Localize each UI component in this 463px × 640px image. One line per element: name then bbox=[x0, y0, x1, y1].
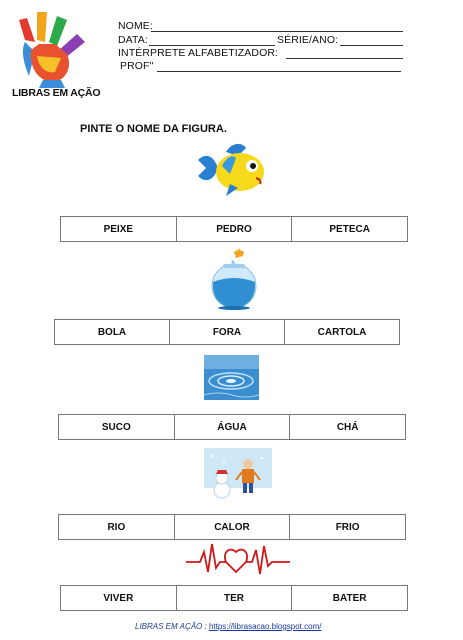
logo-text: LIBRAS EM AÇÃO bbox=[12, 87, 101, 99]
data-field[interactable] bbox=[149, 45, 275, 46]
serie-label: SÉRIE/ANO: bbox=[277, 34, 339, 46]
prof-label: PROF" bbox=[120, 60, 154, 72]
fish-icon bbox=[196, 142, 268, 200]
option-bola[interactable]: BOLA bbox=[55, 320, 170, 345]
option-cartola[interactable]: CARTOLA bbox=[285, 320, 400, 345]
option-suco[interactable]: SUCO bbox=[59, 415, 175, 440]
option-peixe[interactable]: PEIXE bbox=[61, 217, 177, 242]
options-table-4 bbox=[58, 514, 406, 540]
prof-field[interactable] bbox=[157, 71, 401, 72]
option-cha[interactable]: CHÁ bbox=[290, 415, 406, 440]
footer-separator: : bbox=[202, 622, 209, 631]
interprete-field[interactable] bbox=[286, 58, 403, 59]
data-label: DATA: bbox=[118, 34, 148, 46]
instruction-text: PINTE O NOME DA FIGURA. bbox=[80, 123, 227, 135]
options-table-5 bbox=[60, 585, 408, 611]
option-ter[interactable]: TER bbox=[176, 586, 292, 611]
interprete-label: INTÉRPRETE ALFABETIZADOR: bbox=[118, 47, 279, 59]
option-frio[interactable]: FRIO bbox=[290, 515, 406, 540]
nome-field[interactable] bbox=[151, 31, 403, 32]
heartbeat-icon bbox=[186, 538, 290, 580]
option-peteca[interactable]: PETECA bbox=[292, 217, 408, 242]
libras-hand-logo-icon bbox=[15, 10, 95, 88]
option-calor[interactable]: CALOR bbox=[174, 515, 290, 540]
option-rio[interactable]: RIO bbox=[59, 515, 175, 540]
option-pedro[interactable]: PEDRO bbox=[176, 217, 292, 242]
option-fora[interactable]: FORA bbox=[170, 320, 285, 345]
options-table-2 bbox=[54, 319, 400, 345]
water-icon bbox=[204, 355, 259, 400]
options-table-3 bbox=[58, 414, 406, 440]
serie-field[interactable] bbox=[340, 45, 403, 46]
options-table-1 bbox=[60, 216, 408, 242]
footer-brand: LIBRAS EM AÇÃO bbox=[135, 622, 203, 631]
nome-label: NOME: bbox=[118, 20, 153, 32]
option-viver[interactable]: VIVER bbox=[61, 586, 177, 611]
footer-link[interactable]: https://librasacao.blogspot.com/ bbox=[208, 622, 322, 631]
snow-scene-icon bbox=[204, 448, 272, 504]
option-agua[interactable]: ÁGUA bbox=[174, 415, 290, 440]
option-bater[interactable]: BATER bbox=[292, 586, 408, 611]
footer bbox=[135, 622, 321, 631]
fishbowl-icon bbox=[209, 244, 259, 310]
